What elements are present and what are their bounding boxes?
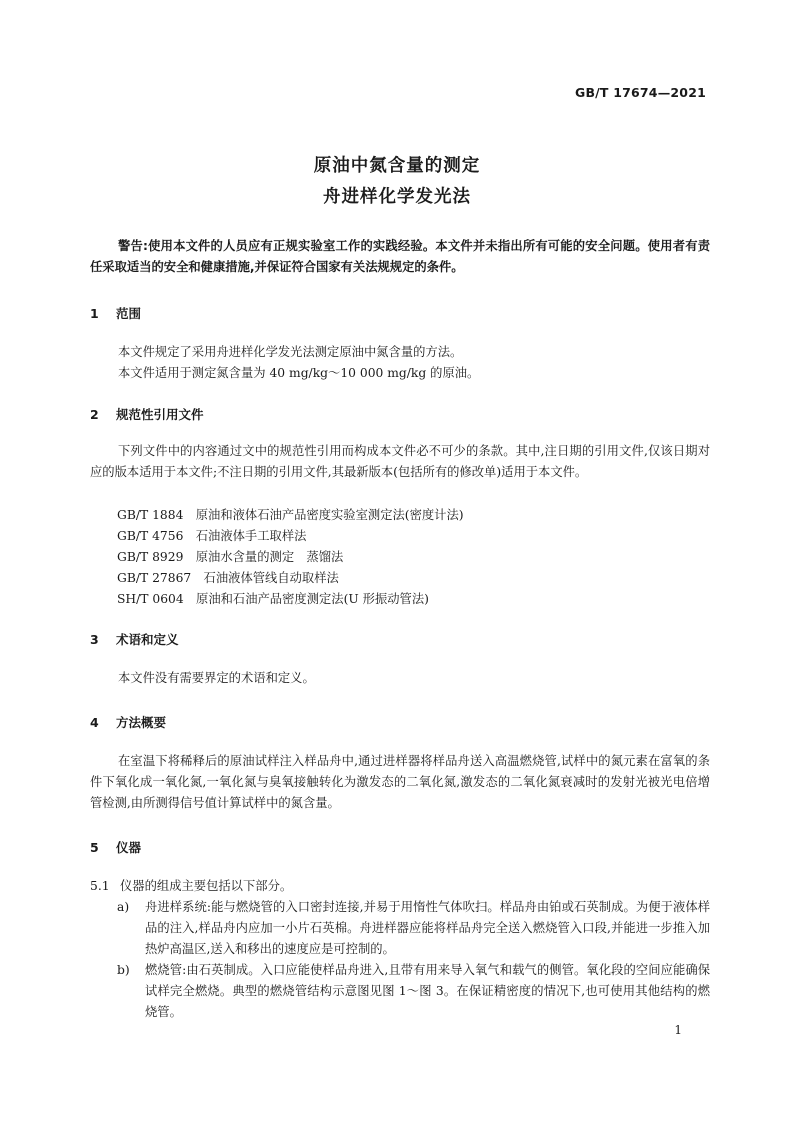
section-title: 范围 xyxy=(116,306,142,321)
reference-item: GB/T 8929 原油水含量的测定 蒸馏法 xyxy=(117,550,344,564)
clause-text: 仪器的组成主要包括以下部分。 xyxy=(120,879,293,893)
section-title: 仪器 xyxy=(116,840,142,855)
section-title: 术语和定义 xyxy=(116,632,179,647)
section-number: 3 xyxy=(90,632,99,647)
standard-number: GB/T 17674—2021 xyxy=(574,85,706,100)
safety-warning: 警告:使用本文件的人员应有正规实验室工作的实践经验。本文件并未指出所有可能的安全问题。使用者有责任采取适当的安全和健康措施,并保证符合国家有关法规规定的条件。 xyxy=(90,239,710,274)
paragraph: 在室温下将稀释后的原油试样注入样品舟中,通过进样器将样品舟送入高温燃烧管,试样中的氮元素在富氧的条件下氧化成一氧化氮,一氧化氮与臭氧接触转化为激发态的二氧化氮,激发态的二氧化氮衰减时的发射光被光电倍增管检测,由所测得信号值计算试样中的氮含量。 xyxy=(90,754,710,810)
section-3-heading xyxy=(90,630,179,648)
list-item xyxy=(117,897,710,960)
clause-number: 5.1 xyxy=(90,879,110,893)
section-2-heading xyxy=(90,405,204,423)
list-item xyxy=(117,960,710,1023)
section-number: 5 xyxy=(90,840,99,855)
section-title: 方法概要 xyxy=(116,715,167,730)
section-number: 4 xyxy=(90,715,99,730)
paragraph: 本文件适用于测定氮含量为 40 mg/kg～10 000 mg/kg 的原油。 xyxy=(118,366,480,380)
list-item-label: a) xyxy=(117,900,130,914)
paragraph: 本文件没有需要界定的术语和定义。 xyxy=(118,671,315,685)
list-item-text: 舟进样系统:能与燃烧管的入口密封连接,并易于用惰性气体吹扫。样品舟由铂或石英制成。为便于液体样品的注入,样品舟内应加一小片石英棉。舟进样器应能将样品舟完全送入燃烧管入口段,并能进一步推入加热炉高温区,送入和移出的速度应是可控制的。 xyxy=(145,900,710,956)
list-item-text: 燃烧管:由石英制成。入口应能使样品舟进入,且带有用来导入氧气和载气的侧管。氧化段的空间应能确保试样完全燃烧。典型的燃烧管结构示意图见图 1～图 3。在保证精密度的情况下,也可使用其他结构的燃烧管。 xyxy=(145,963,710,1019)
section-number: 2 xyxy=(90,407,99,422)
paragraph: 本文件规定了采用舟进样化学发光法测定原油中氮含量的方法。 xyxy=(118,345,463,359)
clause-5-1 xyxy=(90,876,710,897)
section-5-heading xyxy=(90,838,141,856)
page-number: 1 xyxy=(674,1023,682,1037)
section-title: 规范性引用文件 xyxy=(116,407,204,422)
paragraph: 下列文件中的内容通过文中的规范性引用而构成本文件必不可少的条款。其中,注日期的引用文件,仅该日期对应的版本适用于本文件;不注日期的引用文件,其最新版本(包括所有的修改单)适用于本文件。 xyxy=(90,444,710,479)
document-subtitle: 舟进样化学发光法 xyxy=(323,187,471,207)
section-1-heading xyxy=(90,304,141,322)
reference-item: GB/T 1884 原油和液体石油产品密度实验室测定法(密度计法) xyxy=(117,508,464,522)
reference-item: SH/T 0604 原油和石油产品密度测定法(U 形振动管法) xyxy=(117,592,429,606)
reference-item: GB/T 4756 石油液体手工取样法 xyxy=(117,529,307,543)
document-title: 原油中氮含量的测定 xyxy=(313,156,481,176)
list-item-label: b) xyxy=(117,963,130,977)
section-4-heading xyxy=(90,713,166,731)
section-number: 1 xyxy=(90,306,99,321)
reference-item: GB/T 27867 石油液体管线自动取样法 xyxy=(117,571,339,585)
